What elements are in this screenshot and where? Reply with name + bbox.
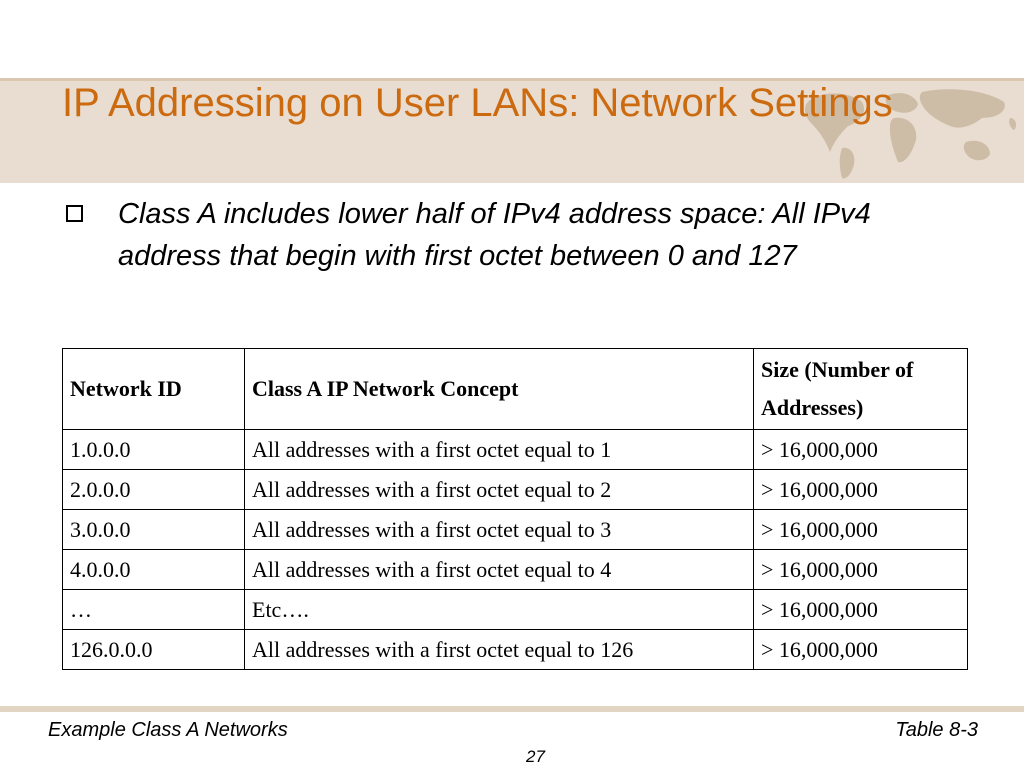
checkbox-bullet-icon bbox=[66, 205, 83, 222]
page-number: 27 bbox=[526, 747, 545, 766]
table-row bbox=[63, 630, 968, 670]
cell-concept: Etc…. bbox=[245, 590, 754, 630]
slide-title: IP Addressing on User LANs: Network Settings bbox=[62, 81, 893, 125]
header-network-id: Network ID bbox=[63, 349, 245, 430]
cell-network-id: 4.0.0.0 bbox=[63, 550, 245, 590]
cell-network-id: 126.0.0.0 bbox=[63, 630, 245, 670]
table-row bbox=[63, 470, 968, 510]
header-size: Size (Number of Addresses) bbox=[754, 349, 968, 430]
footer-table-ref: Table 8-3 bbox=[895, 719, 978, 741]
table-row bbox=[63, 550, 968, 590]
table-row bbox=[63, 590, 968, 630]
cell-size: > 16,000,000 bbox=[754, 470, 968, 510]
cell-size: > 16,000,000 bbox=[754, 550, 968, 590]
table-row bbox=[63, 430, 968, 470]
footer-caption: Example Class A Networks bbox=[48, 719, 288, 741]
cell-network-id: 3.0.0.0 bbox=[63, 510, 245, 550]
cell-size: > 16,000,000 bbox=[754, 510, 968, 550]
header-concept: Class A IP Network Concept bbox=[245, 349, 754, 430]
table-row bbox=[63, 510, 968, 550]
cell-concept: All addresses with a first octet equal to 3 bbox=[245, 510, 754, 550]
cell-size: > 16,000,000 bbox=[754, 590, 968, 630]
class-a-networks-table bbox=[62, 348, 968, 670]
table-header-row bbox=[63, 349, 968, 430]
cell-concept: All addresses with a first octet equal to 4 bbox=[245, 550, 754, 590]
cell-size: > 16,000,000 bbox=[754, 630, 968, 670]
cell-network-id: 2.0.0.0 bbox=[63, 470, 245, 510]
cell-concept: All addresses with a first octet equal to 126 bbox=[245, 630, 754, 670]
cell-network-id: … bbox=[63, 590, 245, 630]
cell-size: > 16,000,000 bbox=[754, 430, 968, 470]
cell-network-id: 1.0.0.0 bbox=[63, 430, 245, 470]
cell-concept: All addresses with a first octet equal to 2 bbox=[245, 470, 754, 510]
bullet-text: Class A includes lower half of IPv4 address space: All IPv4 address that begin with first octet between 0 and 127 bbox=[118, 198, 871, 272]
cell-concept: All addresses with a first octet equal to 1 bbox=[245, 430, 754, 470]
footer-rule bbox=[0, 706, 1024, 712]
